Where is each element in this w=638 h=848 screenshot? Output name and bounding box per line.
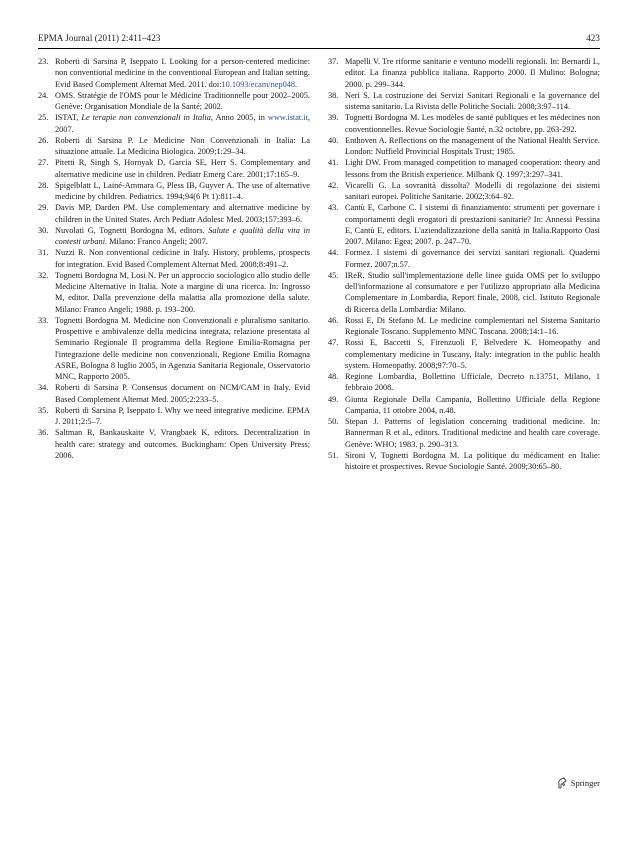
reference-text-segment: Roberti di Sarsina P. Consensus document on NCM/CAM in Italy. Evid Based Complement Alternat Med. 2005;2:233–5. bbox=[55, 383, 310, 404]
reference-text bbox=[345, 270, 600, 315]
reference-item bbox=[38, 90, 310, 113]
reference-number: 44. bbox=[328, 248, 339, 258]
reference-text-segment: Tognetti Bordogna M. Les modèles de santé publiques et les médecines non conventionnelles. Revue Sociologie Santé, n.32 octobre, pp. 263-292. bbox=[345, 113, 600, 134]
reference-number: 24. bbox=[38, 90, 49, 100]
reference-text-segment: Neri S. La costruzione dei Servizi Sanitari Regionali e la governance del sistema sanitario. La Rivista delle Politiche Sociali. 2008;3:97–114. bbox=[345, 90, 600, 111]
reference-item bbox=[38, 112, 310, 135]
reference-text-segment: Stepan J. Patterns of legislation concerning traditional medicine. In: Bannerman R et al., editors. Traditional medicine and health care coverage. Genève: WHO; 1983. p. 290–313. bbox=[345, 417, 600, 449]
reference-text bbox=[55, 315, 310, 383]
reference-number: 33. bbox=[38, 315, 49, 325]
reference-text-segment: Roberti di Sarsina P. Le Medicine Non Convenzionali in Italia: La situazione attuale. La Medicina Biologica. 2009;1:29–34. bbox=[55, 135, 310, 156]
reference-text-segment: Sironi V, Tognetti Bordogna M. La politique du médicament en Italie: histoire et prospectives. Revue Sociologie Santé. 2009;30:65–80. bbox=[345, 450, 600, 471]
reference-title-italic: Salute e qualità della vita in contesti urbani bbox=[55, 225, 310, 246]
springer-horse-icon bbox=[556, 777, 568, 789]
reference-text-segment: Tognetti Bordogna M, Losi N. Per un approccio sociologico allo studio delle Medicine Alternative in Italia. Note a margine di una ricerca. In: Ingrosso M, editor. Dalla prevenzione della malattia alla promozione della salute. Milano: Franco Angeli; 1988. p. 193–200. bbox=[55, 270, 310, 314]
reference-text bbox=[345, 90, 600, 113]
reference-text bbox=[55, 427, 310, 461]
reference-text bbox=[55, 180, 310, 203]
reference-number: 26. bbox=[38, 135, 49, 145]
reference-number: 39. bbox=[328, 113, 339, 123]
reference-number: 36. bbox=[38, 428, 49, 438]
reference-number: 40. bbox=[328, 135, 339, 145]
reference-number: 31. bbox=[38, 248, 49, 258]
reference-number: 38. bbox=[328, 90, 339, 100]
reference-item bbox=[328, 202, 600, 247]
reference-text-segment: Roberti di Sarsina P, Iseppato I. Looking for a person-centered medicine: non conventional medicine in the conventional European and Italian setting. Evid Based Complement Alternat Med. 2011. doi: bbox=[55, 57, 310, 89]
reference-text-segment: . Milano: Franco Angeli; 2007. bbox=[105, 237, 208, 246]
reference-text-segment: . bbox=[295, 79, 298, 89]
reference-text-segment: Light DW. From managed competition to managed cooperation: theory and lessons from the British experience. Milbank Q. 1997;3:297–341. bbox=[345, 158, 600, 179]
reference-number: 28. bbox=[38, 180, 49, 190]
reference-text-segment: Enthoven A. Reflections on the management of the National Health Service. London: Nuffield Provincial Hospitals Trust; 1985. bbox=[345, 135, 600, 156]
reference-text bbox=[55, 247, 310, 270]
reference-text bbox=[55, 90, 310, 113]
reference-text bbox=[55, 202, 310, 225]
reference-link[interactable]: 10.1093/ecam/nep048 bbox=[221, 79, 296, 89]
reference-number: 42. bbox=[328, 180, 339, 190]
header-rule bbox=[38, 48, 600, 49]
reference-item bbox=[38, 315, 310, 383]
reference-item bbox=[328, 135, 600, 158]
reference-number: 41. bbox=[328, 158, 339, 168]
reference-text-segment: Davis MP, Darden PM. Use complementary and alternative medicine by children in the United States. Arch Pediatr Adolesc Med. 2003;157:393–6. bbox=[55, 203, 310, 224]
reference-item bbox=[38, 382, 310, 405]
reference-item bbox=[328, 90, 600, 113]
reference-item bbox=[38, 56, 310, 90]
reference-item bbox=[328, 247, 600, 270]
reference-text bbox=[345, 371, 600, 394]
reference-item bbox=[38, 225, 310, 248]
reference-link[interactable]: www.istat.it bbox=[267, 113, 308, 123]
reference-text bbox=[345, 247, 600, 270]
reference-number: 49. bbox=[328, 394, 339, 404]
reference-item bbox=[328, 315, 600, 338]
reference-number: 46. bbox=[328, 315, 339, 325]
reference-number: 45. bbox=[328, 270, 339, 280]
reference-text bbox=[345, 394, 600, 417]
reference-item bbox=[38, 247, 310, 270]
reference-text-segment: Mapelli V. Tre riforme sanitarie e ventuno modelli regionali. In: Bernardi L, editor. La finanza pubblica italiana. Rapporto 2000. Il Mulino: Bologna; 2000. p. 299–344. bbox=[345, 57, 600, 89]
reference-text-segment: Roberti di Sarsina P, Iseppato I. Why we need integrative medicine. EPMA J. 2011;2:5–7. bbox=[55, 405, 310, 426]
reference-item bbox=[328, 157, 600, 180]
reference-text bbox=[345, 450, 600, 473]
reference-text-segment: Rossi E, Baccetti S, Firenzuoli F, Belvedere K. Homeopathy and complementary medicine in Tuscany, Italy: integration in the public health system. Homeopathy. 2008;97:70–5. bbox=[345, 338, 600, 370]
reference-text-segment: Regione Lombardia, Bollettino Ufficiale, Decreto n.13751, Milano, 1 febbraio 2008. bbox=[345, 372, 600, 393]
reference-text bbox=[55, 225, 310, 248]
reference-text-segment: Pitetti R, Singh S, Hornyak D, Garcia SE, Herr S. Complementary and alternative medicine use in children. Pediatr Emerg Care. 2001;17:165–9. bbox=[55, 158, 310, 179]
journal-citation: EPMA Journal (2011) 2:411–423 bbox=[38, 33, 161, 43]
reference-item bbox=[328, 112, 600, 135]
reference-number: 27. bbox=[38, 158, 49, 168]
reference-text-segment: Rossi E, Di Stefano M. Le medicine complementari nel Sistema Sanitario Regionale Toscano. Supplemento MNC Toscana. 2008;14:1–16. bbox=[345, 315, 600, 336]
reference-text bbox=[55, 270, 310, 315]
reference-number: 50. bbox=[328, 417, 339, 426]
reference-text bbox=[55, 112, 310, 135]
references-right-column bbox=[328, 56, 600, 472]
reference-text-segment: Saltman R, Bankauskaite V, Vrangbaek K, editors. Decentralization in health care: strategy and outcomes. Buckingham: Open University Press; 2006. bbox=[55, 428, 310, 460]
reference-number: 47. bbox=[328, 338, 339, 348]
reference-number: 30. bbox=[38, 225, 49, 235]
reference-item bbox=[328, 337, 600, 371]
reference-item bbox=[328, 450, 600, 473]
reference-text-segment: Spigelblatt L, Lainé-Ammara G, Pless IB, Guyver A. The use of alternative medicine by children. Pediatrics. 1994;94(6 Pt 1):811–4. bbox=[55, 180, 310, 201]
reference-text-segment: ISTAT, bbox=[55, 113, 82, 123]
reference-text bbox=[55, 382, 310, 405]
reference-text-segment: , Anno 2005, in bbox=[210, 113, 268, 123]
reference-item bbox=[38, 180, 310, 203]
reference-number: 32. bbox=[38, 270, 49, 280]
reference-item bbox=[328, 394, 600, 417]
reference-item bbox=[328, 270, 600, 315]
reference-text-segment: Nuzzi R. Non conventional cedicine in Italy. History, problems, prospects for integration. Evid Based Complement Alternat Med. 2008;8:491–2. bbox=[55, 248, 310, 269]
reference-text bbox=[345, 56, 600, 90]
reference-text-segment: Cantù E, Carbone C. I sistemi di finanziamento: strumenti per governare i comportamenti degli erogatori di prestazioni sanitarie? In: Annessi Pessina E, Cantù E, editors. L'aziendalizzazione della sanità in Italia.Rapporto Oasi 2007. Milano: Egea; 2007. p. 247–70. bbox=[345, 203, 600, 246]
reference-text-segment: Tognetti Bordogna M. Medicine non Convenzionali e pluralismo sanitario. Prospettive e ambivalenze della medicina integrata, relazione presentata al Seminario Regionale Il programma della Regione Emilia-Romagna per l'integrazione delle medicine non convenzionali, Regione Emilia Romagna ASRE, Bologna 8 luglio 2005, in Agenzia Sanitaria Regionale, Osservatorio MNC, Rapporto 2005. bbox=[55, 315, 310, 381]
reference-number: 29. bbox=[38, 203, 49, 213]
reference-item bbox=[38, 270, 310, 315]
publisher-logo bbox=[556, 777, 600, 789]
reference-title-italic: Le terapie non convenzionali in Italia bbox=[81, 113, 211, 123]
reference-number: 25. bbox=[38, 113, 49, 123]
reference-text-segment: Nuvolati G, Tognetti Bordogna M, editors. bbox=[55, 225, 209, 235]
reference-number: 37. bbox=[328, 57, 339, 66]
reference-text bbox=[55, 157, 310, 180]
reference-text bbox=[55, 135, 310, 158]
reference-item bbox=[328, 371, 600, 394]
running-header bbox=[38, 33, 600, 43]
reference-text bbox=[345, 112, 600, 135]
reference-text bbox=[345, 315, 600, 338]
reference-item bbox=[38, 405, 310, 428]
reference-number: 35. bbox=[38, 405, 49, 415]
reference-item bbox=[38, 157, 310, 180]
reference-item bbox=[328, 56, 600, 90]
reference-text-segment: , 2007. bbox=[55, 113, 310, 134]
reference-text-segment: Vicarelli G. La sovranità dissolta? Modelli di regolazione dei sistemi sanitari europei. Politiche Sanitarie. 2002;3:64–92. bbox=[345, 180, 600, 201]
reference-number: 48. bbox=[328, 372, 339, 381]
reference-text bbox=[345, 337, 600, 371]
references-left-column bbox=[38, 56, 310, 461]
reference-text bbox=[345, 416, 600, 450]
reference-number: 51. bbox=[328, 450, 339, 460]
reference-text bbox=[345, 180, 600, 203]
reference-text bbox=[345, 157, 600, 180]
reference-text bbox=[55, 56, 310, 90]
reference-text-segment: Giunta Regionale Della Campania, Bollettino Ufficiale della Regione Campania, 11 ottobre 2004, n.48. bbox=[345, 394, 600, 415]
reference-number: 23. bbox=[38, 57, 49, 66]
reference-text-segment: IReR. Studio sull'implementazione delle linee guida OMS per lo sviluppo dell'informazione al consumatore e per l'utilizzo appropriato alla Medicina Complementare in Lombardia, Report finale, 2008, cicl. Istituto Regionale di Ricerca della Lombardia: Milano. bbox=[345, 270, 600, 314]
reference-item bbox=[38, 202, 310, 225]
reference-text-segment: OMS. Stratégie de l'OMS pour le Médicine Traditionnelle pour 2002–2005. Genève: Organisation Mondiale de la Santé; 2002. bbox=[55, 90, 310, 111]
page-number: 423 bbox=[586, 33, 600, 43]
reference-text bbox=[345, 202, 600, 247]
reference-item bbox=[38, 135, 310, 158]
reference-text-segment: Formez. I sistemi di governance dei servizi sanitari regionali. Quaderni Formez. 2007;n.57. bbox=[345, 248, 600, 269]
publisher-name: Springer bbox=[570, 778, 600, 788]
reference-number: 34. bbox=[38, 383, 49, 393]
reference-item bbox=[328, 416, 600, 450]
reference-item bbox=[38, 427, 310, 461]
reference-text bbox=[55, 405, 310, 428]
reference-number: 43. bbox=[328, 203, 339, 213]
reference-item bbox=[328, 180, 600, 203]
reference-text bbox=[345, 135, 600, 158]
